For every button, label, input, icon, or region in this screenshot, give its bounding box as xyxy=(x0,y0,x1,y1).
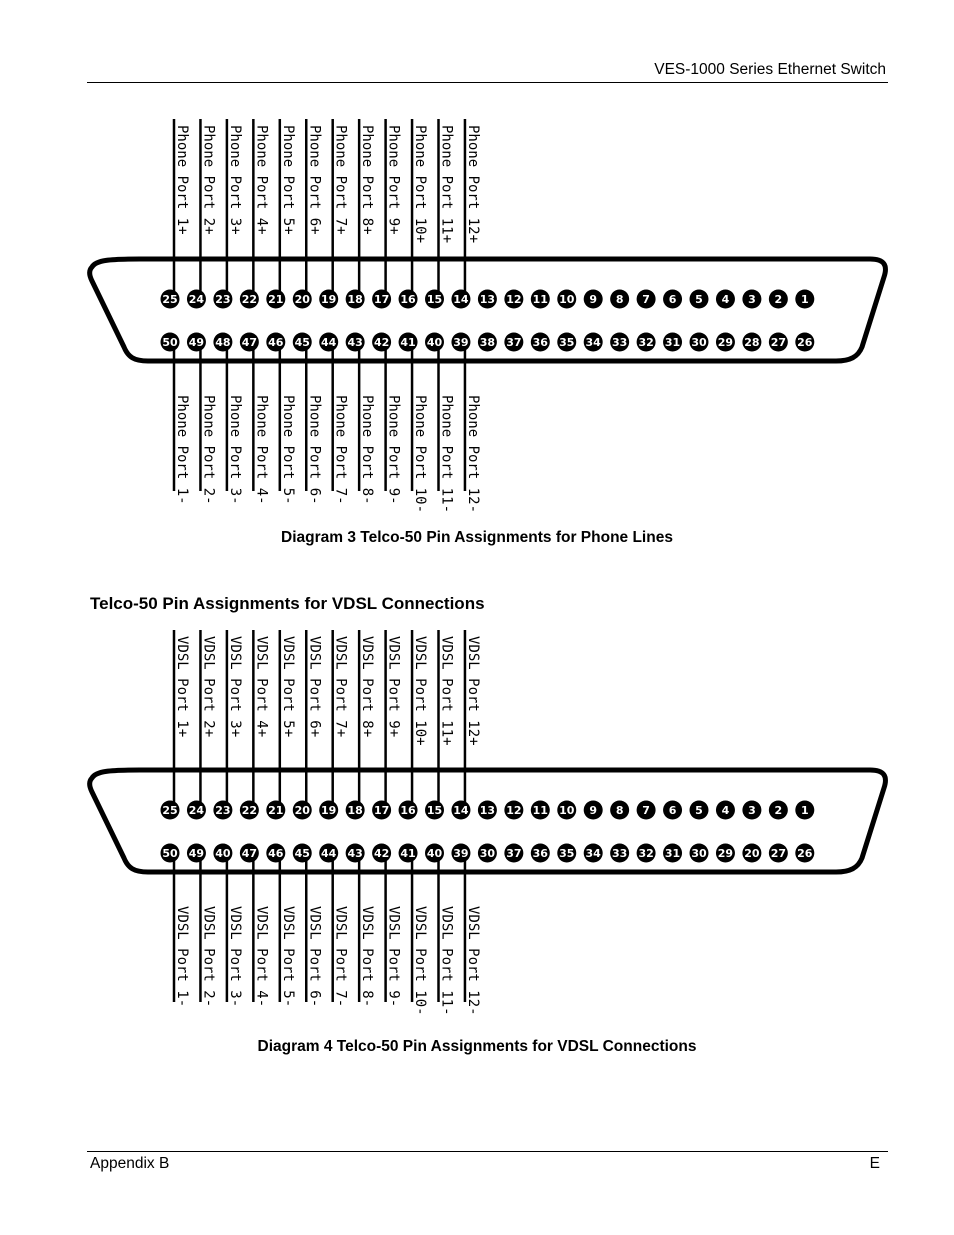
pin-number: 24 xyxy=(188,804,205,817)
port-label-negative: VDSL Port 8- xyxy=(359,906,376,1008)
pin-number: 47 xyxy=(241,336,258,349)
pin-number: 10 xyxy=(559,293,575,306)
pin-number: 43 xyxy=(347,847,363,860)
pin-number: 12 xyxy=(506,293,522,306)
port-label-negative: VDSL Port 6- xyxy=(306,906,323,1008)
header-rule xyxy=(87,82,888,83)
port-label-positive: VDSL Port 6+ xyxy=(306,636,323,738)
pin-number: 27 xyxy=(770,336,787,349)
port-label-positive: Phone Port 11+ xyxy=(438,125,455,244)
pin-number: 9 xyxy=(589,293,598,306)
port-label-positive: VDSL Port 12+ xyxy=(464,636,481,746)
pin-number: 39 xyxy=(453,336,469,349)
pin-number: 25 xyxy=(162,804,178,817)
pin-number: 20 xyxy=(294,804,310,817)
pin-number: 23 xyxy=(215,804,231,817)
pin-number: 8 xyxy=(615,293,624,306)
port-label-positive: VDSL Port 11+ xyxy=(438,636,455,746)
port-label-negative: Phone Port 2- xyxy=(200,395,217,505)
port-label-negative: VDSL Port 12- xyxy=(464,906,481,1016)
pin-number: 42 xyxy=(373,847,390,860)
port-label-positive: Phone Port 7+ xyxy=(332,125,349,235)
pin-number: 29 xyxy=(717,847,734,860)
pin-number: 48 xyxy=(215,336,231,349)
pin-number: 16 xyxy=(400,804,416,817)
footer-right: E xyxy=(869,1155,880,1172)
pin-number: 34 xyxy=(585,847,601,860)
pin-number: 13 xyxy=(479,804,496,817)
port-label-negative: Phone Port 1- xyxy=(174,395,190,505)
pin-number: 47 xyxy=(241,847,258,860)
port-label-positive: Phone Port 5+ xyxy=(279,125,296,235)
telco50-phone-diagram xyxy=(0,115,954,515)
pin-number: 3 xyxy=(748,293,756,306)
pin-number: 29 xyxy=(717,336,734,349)
pin-number: 40 xyxy=(426,336,443,349)
port-label-positive: Phone Port 9+ xyxy=(385,125,402,235)
pin-number: 7 xyxy=(642,293,650,306)
pin-number: 30 xyxy=(691,336,707,349)
port-label-negative: VDSL Port 5- xyxy=(279,906,296,1008)
pin-number: 14 xyxy=(453,293,469,306)
pin-number: 24 xyxy=(188,293,205,306)
port-label-positive: Phone Port 8+ xyxy=(359,125,376,235)
pin-number: 49 xyxy=(188,336,205,349)
port-label-negative: VDSL Port 11- xyxy=(438,906,455,1016)
pin-number: 25 xyxy=(162,293,178,306)
pin-number: 18 xyxy=(347,804,363,817)
port-label-positive: Phone Port 6+ xyxy=(306,125,323,235)
port-label-positive: Phone Port 2+ xyxy=(200,125,217,235)
pin-number: 49 xyxy=(188,847,205,860)
pin-number: 19 xyxy=(321,804,337,817)
pin-number: 45 xyxy=(294,336,310,349)
pin-number: 30 xyxy=(691,847,707,860)
pin-number: 38 xyxy=(479,336,496,349)
pin-number: 10 xyxy=(559,804,575,817)
pin-number: 9 xyxy=(589,804,598,817)
diagram-4-caption: Diagram 4 Telco-50 Pin Assignments for VDSL Connections xyxy=(257,1038,697,1055)
port-label-negative: Phone Port 12- xyxy=(464,395,481,514)
connector-svg xyxy=(0,115,954,515)
footer-left: Appendix B xyxy=(90,1155,170,1172)
pin-number: 6 xyxy=(668,293,677,306)
pin-number: 50 xyxy=(162,336,178,349)
port-label-negative: Phone Port 6- xyxy=(306,395,323,505)
port-label-negative: Phone Port 7- xyxy=(332,395,349,505)
pin-number: 35 xyxy=(559,847,575,860)
port-label-negative: VDSL Port 9- xyxy=(385,906,402,1008)
port-label-positive: VDSL Port 5+ xyxy=(279,636,296,738)
pin-number: 23 xyxy=(215,293,231,306)
pin-number: 36 xyxy=(532,847,548,860)
pin-number: 26 xyxy=(797,336,813,349)
page-header-title: VES-1000 Series Ethernet Switch xyxy=(654,61,886,78)
pin-number: 32 xyxy=(638,847,654,860)
port-label-negative: VDSL Port 4- xyxy=(253,906,270,1008)
pin-number: 41 xyxy=(400,847,416,860)
port-label-negative: Phone Port 11- xyxy=(438,395,455,514)
pin-number: 40 xyxy=(215,847,231,860)
pin-number: 11 xyxy=(532,804,548,817)
port-label-negative: Phone Port 8- xyxy=(359,395,376,505)
port-label-positive: Phone Port 1+ xyxy=(174,125,190,235)
port-label-negative: VDSL Port 1- xyxy=(174,906,190,1008)
pin-number: 39 xyxy=(453,847,469,860)
pin-number: 44 xyxy=(321,336,337,349)
pin-number: 4 xyxy=(721,804,730,817)
port-label-positive: Phone Port 10+ xyxy=(412,125,429,244)
pin-number: 3 xyxy=(748,804,756,817)
pin-number: 22 xyxy=(241,804,258,817)
pin-number: 30 xyxy=(479,847,496,860)
pin-number: 43 xyxy=(347,336,363,349)
pin-number: 12 xyxy=(506,804,522,817)
pin-number: 5 xyxy=(695,293,703,306)
port-label-negative: VDSL Port 2- xyxy=(200,906,217,1008)
port-label-positive: VDSL Port 3+ xyxy=(226,636,243,738)
pin-number: 14 xyxy=(453,804,469,817)
pin-number: 32 xyxy=(638,336,654,349)
pin-number: 46 xyxy=(268,847,284,860)
pin-number: 16 xyxy=(400,293,416,306)
pin-number: 20 xyxy=(744,847,760,860)
pin-number: 40 xyxy=(426,847,443,860)
port-label-positive: Phone Port 12+ xyxy=(464,125,481,244)
pin-number: 15 xyxy=(426,804,443,817)
pin-number: 21 xyxy=(268,804,284,817)
pin-number: 1 xyxy=(800,804,809,817)
port-label-positive: VDSL Port 1+ xyxy=(174,636,190,738)
port-label-negative: VDSL Port 7- xyxy=(332,906,349,1008)
pin-number: 26 xyxy=(797,847,813,860)
port-label-positive: VDSL Port 10+ xyxy=(412,636,429,746)
port-label-negative: Phone Port 5- xyxy=(279,395,296,505)
port-label-positive: VDSL Port 7+ xyxy=(332,636,349,738)
telco50-vdsl-diagram xyxy=(0,626,954,1026)
port-label-positive: VDSL Port 2+ xyxy=(200,636,217,738)
pin-number: 35 xyxy=(559,336,575,349)
pin-number: 19 xyxy=(321,293,337,306)
pin-number: 44 xyxy=(321,847,337,860)
pin-number: 15 xyxy=(426,293,443,306)
port-label-positive: VDSL Port 9+ xyxy=(385,636,402,738)
pin-number: 7 xyxy=(642,804,650,817)
pin-number: 46 xyxy=(268,336,284,349)
pin-number: 36 xyxy=(532,336,548,349)
pin-number: 34 xyxy=(585,336,601,349)
pin-number: 50 xyxy=(162,847,178,860)
pin-number: 45 xyxy=(294,847,310,860)
pin-number: 21 xyxy=(268,293,284,306)
pin-number: 37 xyxy=(506,336,522,349)
port-label-positive: Phone Port 4+ xyxy=(253,125,270,235)
port-label-negative: Phone Port 3- xyxy=(226,395,243,505)
pin-number: 2 xyxy=(774,293,783,306)
pin-number: 4 xyxy=(721,293,730,306)
pin-number: 31 xyxy=(664,336,681,349)
diagram-3-caption: Diagram 3 Telco-50 Pin Assignments for Phone Lines xyxy=(281,529,673,546)
port-label-positive: VDSL Port 4+ xyxy=(253,636,270,738)
pin-number: 8 xyxy=(615,804,624,817)
pin-number: 11 xyxy=(532,293,548,306)
pin-number: 18 xyxy=(347,293,363,306)
pin-number: 17 xyxy=(373,804,390,817)
pin-number: 37 xyxy=(506,847,522,860)
footer-rule xyxy=(87,1151,888,1152)
port-label-negative: VDSL Port 3- xyxy=(226,906,243,1008)
pin-number: 41 xyxy=(400,336,416,349)
pin-number: 33 xyxy=(611,847,628,860)
pin-number: 27 xyxy=(770,847,787,860)
pin-number: 13 xyxy=(479,293,496,306)
pin-number: 2 xyxy=(774,804,783,817)
pin-number: 20 xyxy=(294,293,310,306)
pin-number: 33 xyxy=(611,336,628,349)
pin-number: 22 xyxy=(241,293,258,306)
pin-number: 28 xyxy=(744,336,760,349)
connector-svg xyxy=(0,626,954,1026)
pin-number: 6 xyxy=(668,804,677,817)
pin-number: 17 xyxy=(373,293,390,306)
port-label-negative: Phone Port 10- xyxy=(412,395,429,514)
port-label-negative: VDSL Port 10- xyxy=(412,906,429,1016)
pin-number: 5 xyxy=(695,804,703,817)
pin-number: 1 xyxy=(800,293,809,306)
port-label-positive: VDSL Port 8+ xyxy=(359,636,376,738)
port-label-negative: Phone Port 9- xyxy=(385,395,402,505)
port-label-negative: Phone Port 4- xyxy=(253,395,270,505)
port-label-positive: Phone Port 3+ xyxy=(226,125,243,235)
pin-number: 42 xyxy=(373,336,390,349)
pin-number: 31 xyxy=(664,847,681,860)
section-heading: Telco-50 Pin Assignments for VDSL Connections xyxy=(90,594,485,613)
